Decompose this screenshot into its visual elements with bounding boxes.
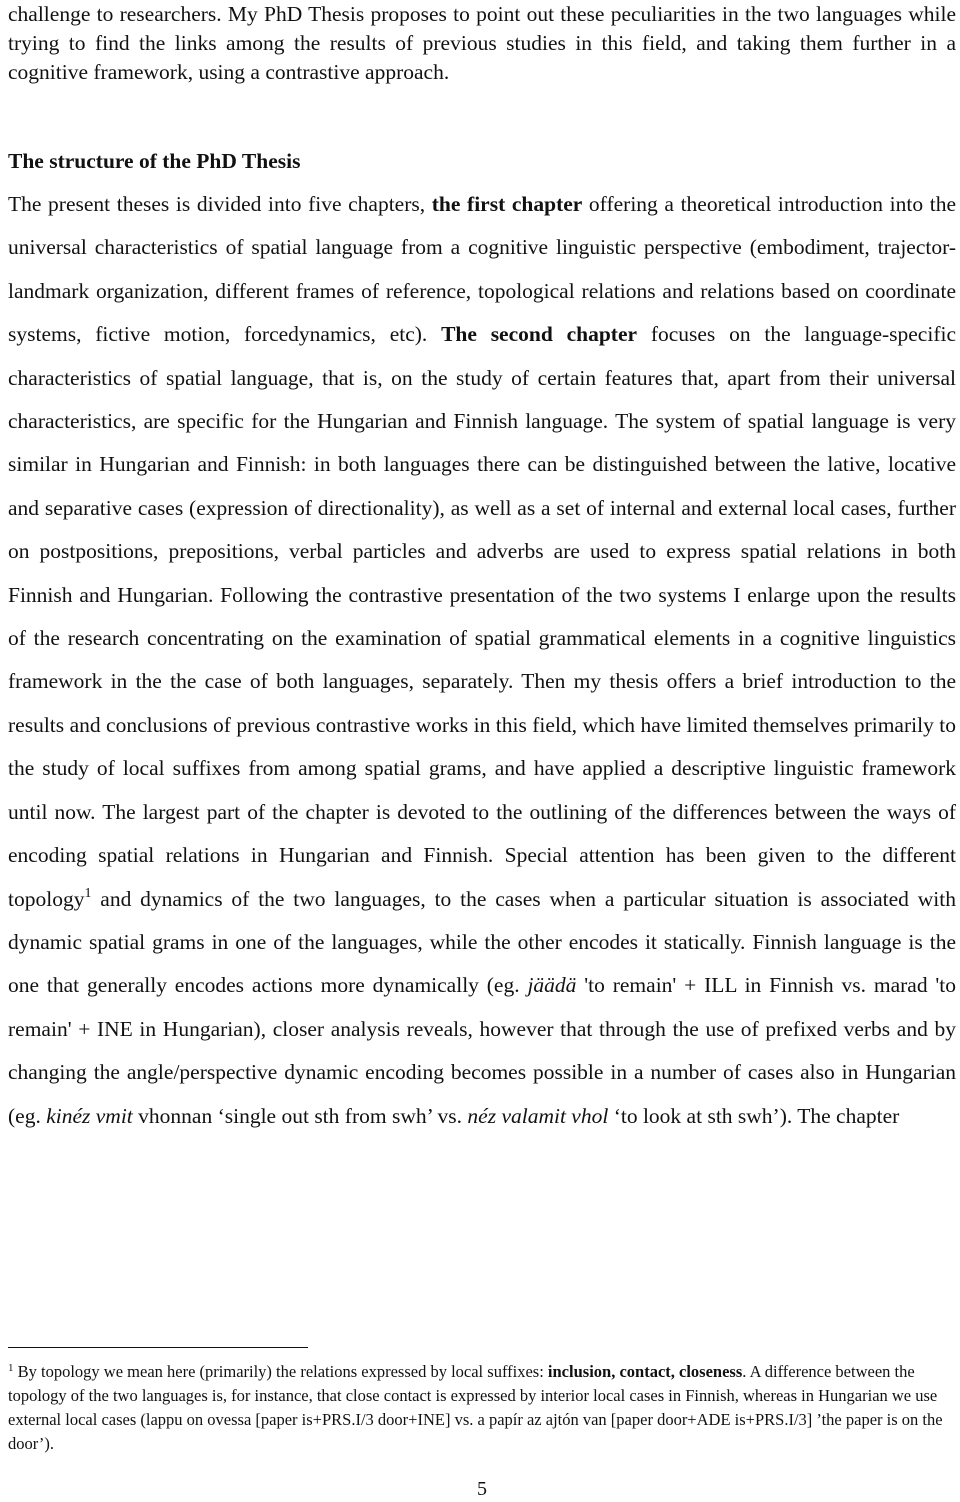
body-text: and dynamics of the two languages, to the cases when a particular situation is associated with dynamic spatial grams in one of the languages, while the other encodes it statically. Finnish language is the one that generally encodes actions more dynamically (eg. bbox=[8, 886, 956, 998]
document-page bbox=[8, 0, 957, 1500]
body-text: 'to remain' + ILL in Finnish vs. marad 'to remain' + INE in Hungarian), closer analysis reveals, however that through the use of prefixed verbs and by changing the angle/perspective dynamic encoding becomes possible in a number of cases also in Hungarian (eg. bbox=[8, 973, 957, 1128]
page-number: 5 bbox=[477, 1478, 487, 1500]
body-text: ‘to look at sth swh’). The chapter bbox=[608, 1103, 900, 1128]
body-text: focuses on the language-specific characteristics of spatial language, that is, on the study of certain features that, apart from their universal characteristics, are specific for the Hungarian and Finnish language. The system of spatial language is very similar in Hungarian and Finnish: in both languages there can be distinguished between the lative, locative and separative cases (expression of directionality), as well as a set of internal and external local cases, further on postpositions, prepositions, verbal particles and adverbs are used to express spatial relations in both Finnish and Hungarian. Following the contrastive presentation of the two systems I enlarge upon the results of the research concentrating on the examination of spatial grammatical elements in a cognitive linguistics framework in the the case of both languages, separately. Then my thesis offers a brief introduction to the results and conclusions of previous contrastive works in this field, which have limited themselves primarily to the study of local suffixes from among spatial grams, and have applied a descriptive linguistic framework until now. The largest part of the chapter is devoted to the outlining of the differences between the ways of encoding spatial relations in Hungarian and Finnish. Special attention has been given to the different topology bbox=[8, 322, 957, 911]
footnote-text: By topology we mean here (primarily) the relations expressed by local suffixes: bbox=[13, 1362, 548, 1381]
footnote-reference[interactable]: 1 bbox=[84, 885, 92, 901]
footnote-divider bbox=[8, 1347, 308, 1348]
body-text: vhonnan ‘single out sth from swh’ vs. bbox=[132, 1103, 468, 1128]
second-chapter-label: The second chapter bbox=[441, 322, 638, 347]
example-phrase: kinéz vmit bbox=[46, 1103, 133, 1128]
footnote-marker: 1 bbox=[8, 1362, 14, 1374]
section-heading: The structure of the PhD Thesis bbox=[8, 149, 301, 173]
footnote-bold-terms: inclusion, contact, closeness bbox=[547, 1362, 743, 1381]
footnote bbox=[8, 1360, 956, 1456]
first-chapter-label: the first chapter bbox=[431, 192, 583, 216]
example-phrase: néz valamit vhol bbox=[467, 1103, 609, 1128]
body-text: offering a theoretical introduction into the universal characteristics of spatial language from a cognitive linguistic perspective (embodiment, trajector-landmark organization, different frames of reference, topological relations and relations based on coordinate systems, fictive motion, forcedynamics, etc). bbox=[8, 192, 956, 347]
structure-paragraph bbox=[8, 183, 956, 1138]
footnote-text: . A difference between the topology of the two languages is, for instance, that close contact is expressed by interior local cases in Finnish, whereas in Hungarian we use external local cases (lappu on ovessa [paper is+PRS.I/3 door+INE] vs. a papír az ajtón van [paper door+ADE is+PRS.I/3] ’the paper is on the door’). bbox=[8, 1362, 943, 1453]
intro-paragraph: challenge to researchers. My PhD Thesis proposes to point out these peculiarities in the two languages while trying to find the links among the results of previous studies in this field, and taking them further in a cognitive framework, using a contrastive approach. bbox=[8, 2, 956, 84]
example-word: jäädä bbox=[527, 973, 577, 998]
body-text: The present theses is divided into five chapters, bbox=[8, 192, 432, 216]
